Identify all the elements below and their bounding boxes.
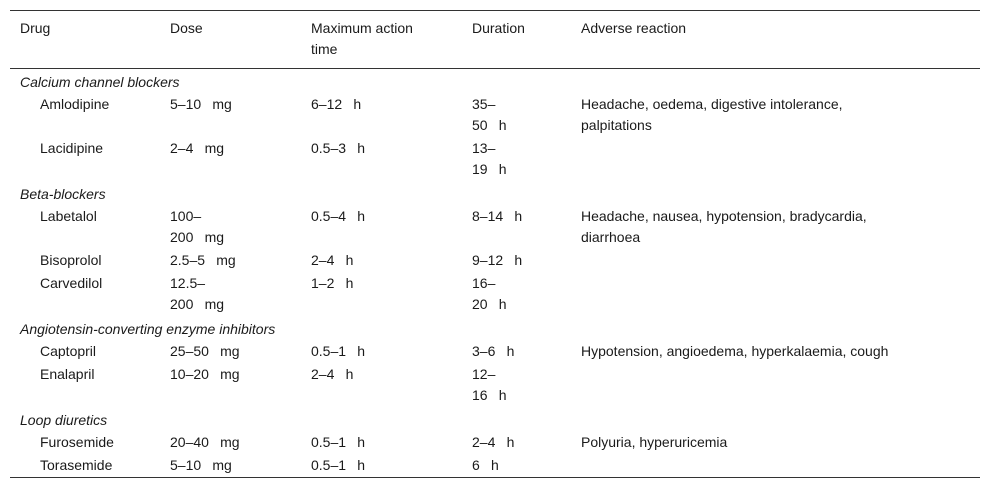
adverse-cell <box>571 363 980 407</box>
table-row <box>10 205 980 249</box>
duration-cell: 35– 50 h <box>472 96 507 133</box>
dose-cell: 100– 200 mg <box>170 208 225 245</box>
drug-name: Torasemide <box>40 457 113 473</box>
table-header-row <box>10 11 980 69</box>
group-row <box>10 181 980 205</box>
header-drug: Drug <box>20 20 51 36</box>
header-dose: Dose <box>170 20 203 36</box>
dose-cell: 5–10 mg <box>170 96 232 112</box>
drug-name: Carvedilol <box>40 275 103 291</box>
drug-name: Bisoprolol <box>40 252 102 268</box>
group-title: Angiotensin-converting enzyme inhibitors <box>20 321 276 337</box>
max-action-cell: 0.5–1 h <box>311 434 366 450</box>
adverse-cell <box>571 249 980 272</box>
adverse-cell <box>571 454 980 478</box>
dose-cell: 2.5–5 mg <box>170 252 236 268</box>
group-title: Beta-blockers <box>20 186 106 202</box>
table-row <box>10 137 980 181</box>
group-row <box>10 407 980 431</box>
table-row <box>10 431 980 454</box>
drug-name: Enalapril <box>40 366 95 382</box>
max-action-cell: 1–2 h <box>311 275 354 291</box>
group-title: Loop diuretics <box>20 412 108 428</box>
dose-cell: 5–10 mg <box>170 457 232 473</box>
table-row <box>10 249 980 272</box>
header-max-action-time: Maximum action time <box>311 20 413 57</box>
duration-cell: 2–4 h <box>472 434 515 450</box>
max-action-cell: 0.5–4 h <box>311 208 366 224</box>
max-action-cell: 0.5–1 h <box>311 343 366 359</box>
duration-cell: 3–6 h <box>472 343 515 359</box>
adverse-cell <box>571 272 980 316</box>
dose-cell: 12.5– 200 mg <box>170 275 225 312</box>
max-action-cell: 0.5–3 h <box>311 140 366 156</box>
dose-cell: 10–20 mg <box>170 366 240 382</box>
table-row <box>10 363 980 407</box>
drug-table-container <box>10 10 980 478</box>
group-title: Calcium channel blockers <box>20 74 180 90</box>
max-action-cell: 2–4 h <box>311 252 354 268</box>
duration-cell: 9–12 h <box>472 252 523 268</box>
max-action-cell: 0.5–1 h <box>311 457 366 473</box>
drug-name: Lacidipine <box>40 140 104 156</box>
duration-cell: 13– 19 h <box>472 140 507 177</box>
table-row <box>10 93 980 137</box>
adverse-cell: Hypotension, angioedema, hyperkalaemia, cough <box>581 343 889 359</box>
max-action-cell: 2–4 h <box>311 366 354 382</box>
duration-cell: 12– 16 h <box>472 366 507 403</box>
drug-table <box>10 10 980 478</box>
duration-cell: 6 h <box>472 457 499 473</box>
duration-cell: 8–14 h <box>472 208 523 224</box>
dose-cell: 25–50 mg <box>170 343 240 359</box>
adverse-cell: Headache, nausea, hypotension, bradycardia, diarrhoea <box>581 208 867 245</box>
header-adverse-reaction: Adverse reaction <box>581 20 687 36</box>
adverse-cell <box>571 137 980 181</box>
drug-name: Furosemide <box>40 434 114 450</box>
max-action-cell: 6–12 h <box>311 96 362 112</box>
table-row <box>10 340 980 363</box>
dose-cell: 2–4 mg <box>170 140 225 156</box>
drug-name: Amlodipine <box>40 96 110 112</box>
duration-cell: 16– 20 h <box>472 275 507 312</box>
drug-name: Labetalol <box>40 208 97 224</box>
dose-cell: 20–40 mg <box>170 434 240 450</box>
table-body <box>10 69 980 478</box>
adverse-cell: Polyuria, hyperuricemia <box>581 434 728 450</box>
group-row <box>10 69 980 94</box>
group-row <box>10 316 980 340</box>
table-row <box>10 272 980 316</box>
adverse-cell: Headache, oedema, digestive intolerance, palpitations <box>581 96 843 133</box>
drug-name: Captopril <box>40 343 97 359</box>
header-duration: Duration <box>472 20 525 36</box>
table-row <box>10 454 980 478</box>
